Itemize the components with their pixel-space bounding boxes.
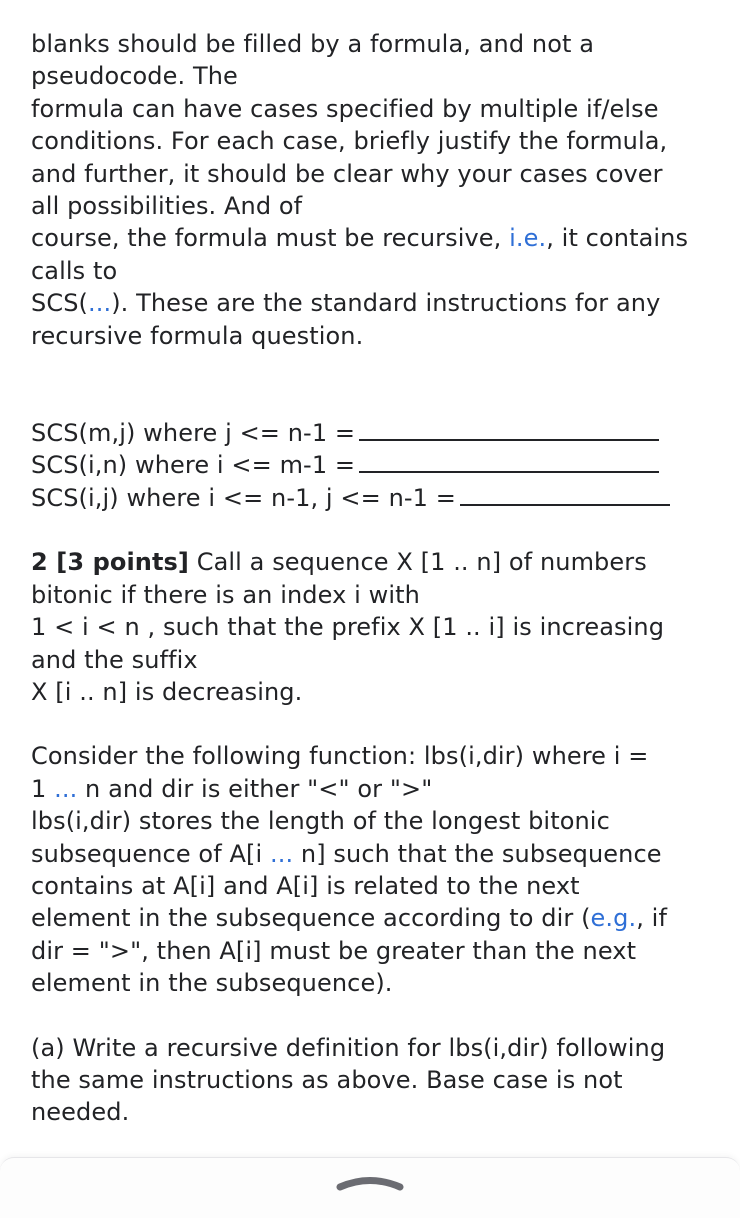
formula-text: SCS(i,n) where i <= m-1 = [31,451,356,480]
text-line: all possibilities. And of [31,192,303,221]
text-line: dir = ">", then A[i] must be greater than the next [31,936,637,965]
text-line: blanks should be filled by a formula, and not a [31,30,595,58]
formula-line-1 [31,417,721,449]
text-segment: element in the subsequence according to dir ( [31,904,591,933]
text-line: formula can have cases specified by multiple if/else [31,94,659,123]
text-line: calls to [31,256,118,285]
text-line: bitonic if there is an index i with [31,580,420,609]
chevron-up-icon[interactable] [336,1172,404,1192]
answer-blank [460,504,670,506]
text-line: and further, it should be clear why your cases cover [31,159,663,188]
text-line: (a) Write a recursive definition for lbs(i,dir) following [31,1033,666,1062]
text-line: needed. [31,1098,130,1127]
text-line [31,902,721,934]
formula-line-3 [31,482,721,514]
text-segment: n and dir is either "<" or ">" [77,774,433,803]
text-segment: course, the formula must be recursive, [31,224,510,253]
text-line: X [i .. n] is decreasing. [31,677,303,706]
text-line: Consider the following function: lbs(i,dir) where i = [31,742,649,771]
text-segment: SCS( [31,289,88,318]
text-segment: ). These are the standard instructions for any [111,289,661,318]
text-segment: subsequence of A[i [31,839,270,868]
text-line: lbs(i,dir) stores the length of the longest bitonic [31,807,610,836]
spacer [31,708,721,740]
text-line [31,287,721,319]
text-line: contains at A[i] and A[i] is related to the next [31,871,580,900]
text-segment: , if [636,904,667,933]
text-line: recursive formula question. [31,321,364,350]
question-number: 2 [3 points] [31,548,189,577]
formula-text: SCS(i,j) where i <= n-1, j <= n-1 = [31,483,456,512]
text-segment: 1 [31,774,55,803]
text-line: conditions. For each case, briefly justify the formula, [31,127,668,156]
ellipsis-link[interactable]: ... [269,839,294,868]
answer-blank [359,439,659,441]
ellipsis-link[interactable]: ... [54,774,78,803]
text-line [31,222,721,254]
ie-link[interactable]: i.e. [509,224,547,253]
answer-blank [359,471,659,473]
spacer [31,352,721,417]
text-line [31,546,721,578]
text-segment: n] such that the subsequence [293,839,662,868]
text-line [31,838,721,870]
text-line: pseudocode. The [31,62,238,91]
eg-link[interactable]: e.g. [590,904,637,933]
bottom-sheet[interactable] [0,1157,740,1218]
text-line: the same instructions as above. Base case is not [31,1065,623,1094]
text-segment: , it contains [546,224,689,253]
question-text [31,28,721,1129]
text-line: 1 < i < n , such that the prefix X [1 .. i] is increasing [31,613,665,642]
text-segment: Call a sequence X [1 .. n] of numbers [189,548,647,577]
text-line: and the suffix [31,645,198,674]
formula-line-2 [31,449,721,481]
spacer [31,514,721,546]
text-line: element in the subsequence). [31,969,393,998]
text-line [31,773,721,805]
formula-text: SCS(m,j) where j <= n-1 = [31,419,356,448]
ellipsis-link[interactable]: ... [88,289,112,318]
spacer [31,1000,721,1032]
